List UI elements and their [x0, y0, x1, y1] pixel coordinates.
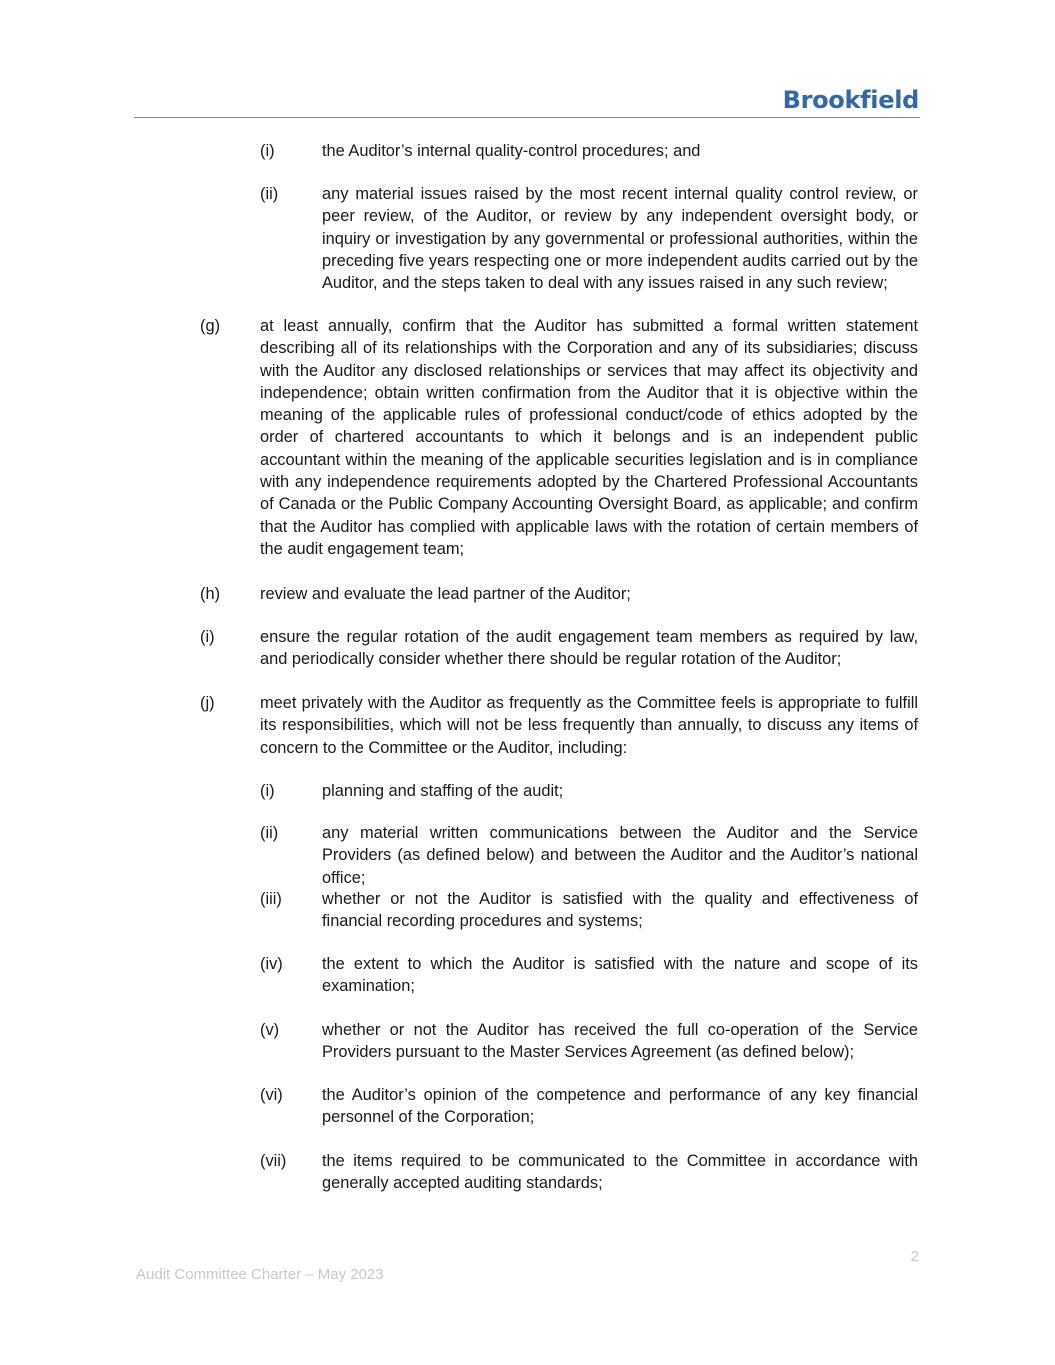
brookfield-logo: Brookfield — [782, 86, 919, 114]
page-number: 2 — [910, 1248, 919, 1265]
item-text: the extent to which the Auditor is satisfied with the nature and scope of its examination; — [322, 955, 918, 996]
item-text: meet privately with the Auditor as frequently as the Committee feels is appropriate to fulfill its responsibilities, which will not be less frequently than annually, to discuss any items of concern to the Committee or the Auditor, including: — [260, 694, 918, 757]
item-marker: (i) — [260, 142, 275, 160]
item-marker: (iii) — [260, 890, 282, 908]
item-marker: (ii) — [260, 185, 279, 203]
item-marker: (iv) — [260, 955, 283, 973]
item-marker: (g) — [200, 317, 221, 335]
item-marker: (i) — [200, 628, 215, 646]
item-text: the items required to be communicated to the Committee in accordance with generally accepted auditing standards; — [322, 1152, 918, 1193]
item-text: the Auditor’s internal quality-control procedures; and — [322, 142, 701, 160]
item-text: the Auditor’s opinion of the competence and performance of any key financial personnel of the Corporation; — [322, 1086, 918, 1127]
item-marker: (j) — [200, 694, 215, 712]
item-marker: (ii) — [260, 824, 279, 842]
item-text: any material written communications between the Auditor and the Service Providers (as defined below) and between the Auditor and the Auditor’s national office; — [322, 824, 918, 887]
item-marker: (vi) — [260, 1086, 283, 1104]
footer-title: Audit Committee Charter – May 2023 — [136, 1266, 384, 1283]
item-text: planning and staffing of the audit; — [322, 782, 564, 800]
item-text: review and evaluate the lead partner of the Auditor; — [260, 585, 631, 603]
item-marker: (v) — [260, 1021, 280, 1039]
item-marker: (i) — [260, 782, 275, 800]
header-divider — [134, 117, 920, 118]
item-text: at least annually, confirm that the Auditor has submitted a formal written statement describing all of its relationships with the Corporation and any of its subsidiaries; discuss with the Auditor any disclosed relationships or services that may affect its objectivity and independence; obtain written confirmation from the Auditor that it is objective within the meaning of the applicable rules of professional conduct/code of ethics adopted by the order of chartered accountants to which it belongs and is an independent public accountant within the meaning of the applicable securities legislation and is in compliance with any independence requirements adopted by the Chartered Professional Accountants of Canada or the Public Company Accounting Oversight Board, as applicable; and confirm that the Auditor has complied with applicable laws with the rotation of certain members of the audit engagement team; — [260, 317, 918, 558]
item-text: whether or not the Auditor has received the full co-operation of the Service Providers pursuant to the Master Services Agreement (as defined below); — [322, 1021, 918, 1062]
item-marker: (vii) — [260, 1152, 287, 1170]
item-text: any material issues raised by the most recent internal quality control review, or peer review, of the Auditor, or review by any independent oversight body, or inquiry or investigation by any governmental or professional authorities, within the preceding five years respecting one or more independent audits carried out by the Auditor, and the steps taken to deal with any issues raised in any such review; — [322, 185, 918, 293]
item-marker: (h) — [200, 585, 221, 603]
item-text: whether or not the Auditor is satisfied with the quality and effectiveness of financial recording procedures and systems; — [322, 890, 918, 931]
item-text: ensure the regular rotation of the audit engagement team members as required by law, and periodically consider whether there should be regular rotation of the Auditor; — [260, 628, 918, 669]
